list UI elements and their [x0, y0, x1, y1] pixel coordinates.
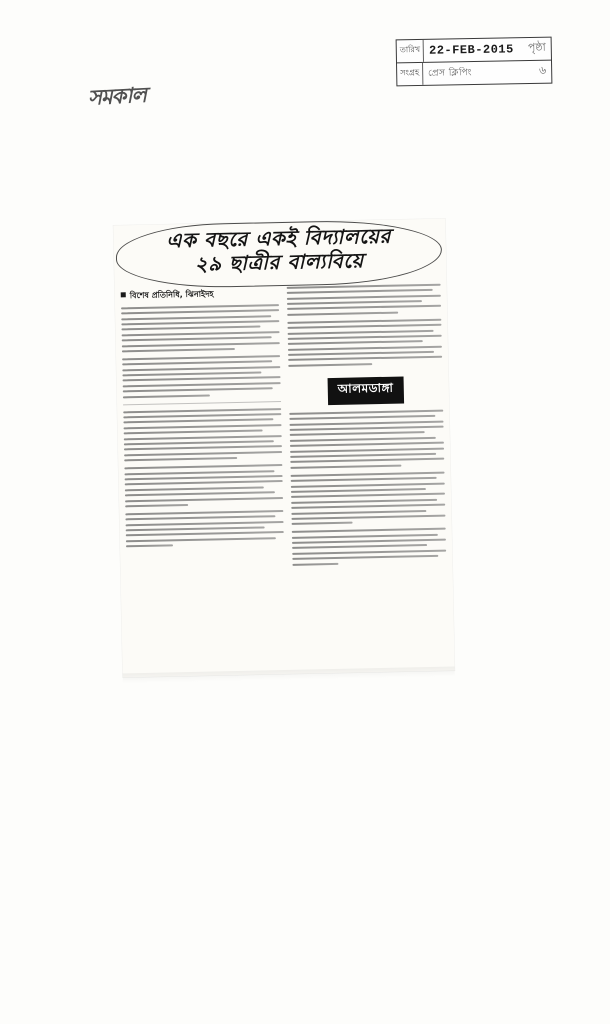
paragraph — [291, 528, 446, 566]
paragraph — [287, 318, 442, 366]
clipping-edge-shadow — [123, 666, 455, 683]
archive-date-stamp — [396, 37, 553, 87]
square-bullet-icon — [121, 292, 126, 297]
stamp-date-value: 22-FEB-2015 — [428, 42, 514, 58]
paragraph — [286, 283, 441, 315]
paragraph — [125, 510, 283, 548]
masthead-title: সমকাল — [87, 82, 147, 110]
stamp-row-date — [397, 38, 551, 63]
column-rule — [123, 401, 281, 405]
news-clipping — [113, 219, 454, 678]
stamp-page-number: ৬ — [538, 65, 547, 79]
article-body — [114, 273, 452, 581]
paragraph — [123, 408, 282, 462]
headline-line-1: এক বছরে একই বিদ্যালয়ের — [166, 223, 392, 253]
paragraph — [289, 410, 445, 469]
article-byline — [121, 287, 279, 303]
stamp-date-label: তারিখ — [400, 40, 425, 62]
paragraph — [124, 464, 282, 507]
headline-line-2: ২৯ ছাত্রীর বাল্যবিয়ে — [194, 248, 364, 277]
paragraph — [290, 471, 445, 525]
paragraph — [122, 355, 280, 398]
byline-text: বিশেষ প্রতিনিধি, ঝিনাইদহ — [129, 289, 214, 300]
article-headline — [113, 219, 446, 281]
stamp-source-label: সংগ্রহ — [400, 62, 423, 85]
dateline-badge-wrap — [288, 370, 443, 413]
stamp-row-source — [397, 60, 551, 85]
article-column-right — [286, 283, 446, 571]
article-column-left — [121, 287, 284, 575]
paragraph — [121, 304, 279, 352]
stamp-source-value: প্রেস ক্লিপিং — [428, 68, 473, 80]
dateline-badge: আলমডাঙ্গা — [327, 376, 403, 405]
newspaper-masthead — [87, 74, 239, 116]
stamp-page-label: পৃষ্ঠা — [527, 42, 546, 56]
